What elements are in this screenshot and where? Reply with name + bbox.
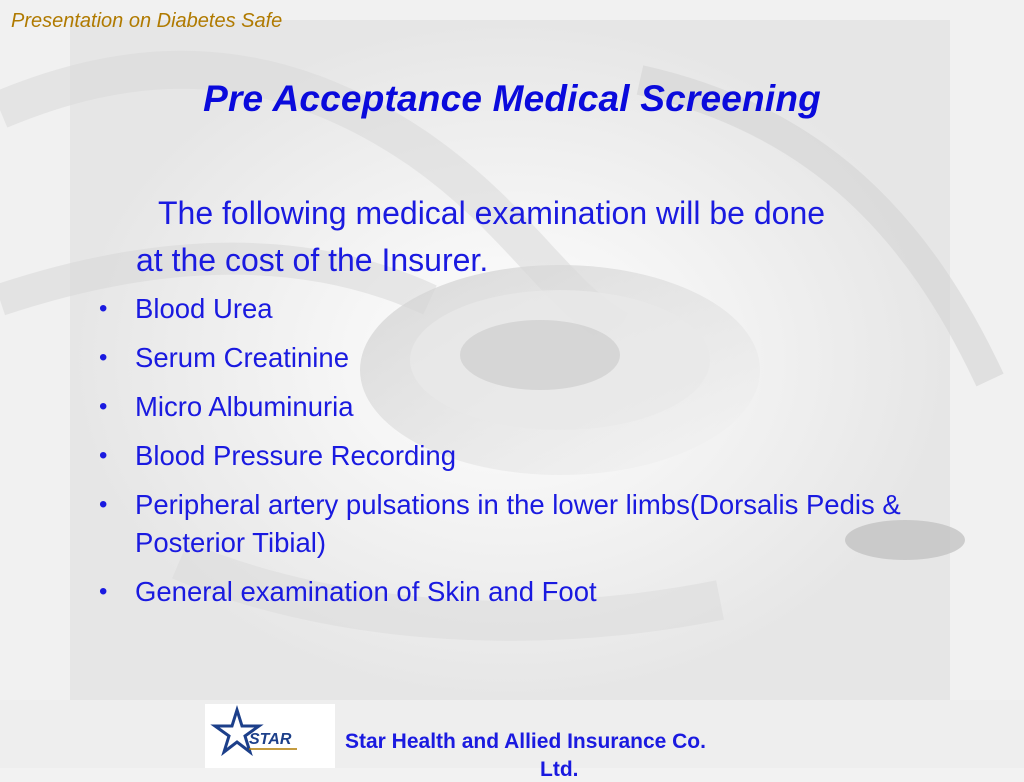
list-item-text: Peripheral artery pulsations in the lower limbs(Dorsalis Pedis & Posterior Tibial): [135, 489, 901, 558]
logo-wordmark: STAR: [249, 731, 292, 748]
list-item: [95, 388, 995, 426]
bullet-icon: •: [99, 442, 108, 469]
company-name-line-1: Star Health and Allied Insurance Co.: [345, 730, 706, 753]
list-item-text: Micro Albuminuria: [135, 391, 354, 422]
slide-title: Pre Acceptance Medical Screening: [203, 78, 821, 119]
list-item-text: General examination of Skin and Foot: [135, 576, 597, 607]
examination-list: [95, 290, 995, 622]
bullet-icon: •: [99, 295, 108, 322]
list-item: [95, 437, 995, 475]
star-icon: [205, 704, 335, 768]
bullet-icon: •: [99, 344, 108, 371]
list-item: [95, 486, 995, 562]
list-item: [95, 573, 995, 611]
intro-line-2: at the cost of the Insurer.: [136, 242, 489, 278]
list-item: [95, 339, 995, 377]
star-health-logo: [205, 704, 335, 768]
list-item-text: Serum Creatinine: [135, 342, 349, 373]
bullet-icon: •: [99, 578, 108, 605]
bullet-icon: •: [99, 491, 108, 518]
list-item-text: Blood Urea: [135, 293, 273, 324]
presentation-header-label: Presentation on Diabetes Safe: [11, 10, 283, 32]
list-item-text: Blood Pressure Recording: [135, 440, 457, 471]
list-item: [95, 290, 995, 328]
bullet-icon: •: [99, 393, 108, 420]
slide-intro-text: [110, 190, 1016, 284]
intro-line-1: The following medical examination will be done: [158, 195, 826, 231]
company-name-line-2: Ltd.: [540, 758, 579, 781]
